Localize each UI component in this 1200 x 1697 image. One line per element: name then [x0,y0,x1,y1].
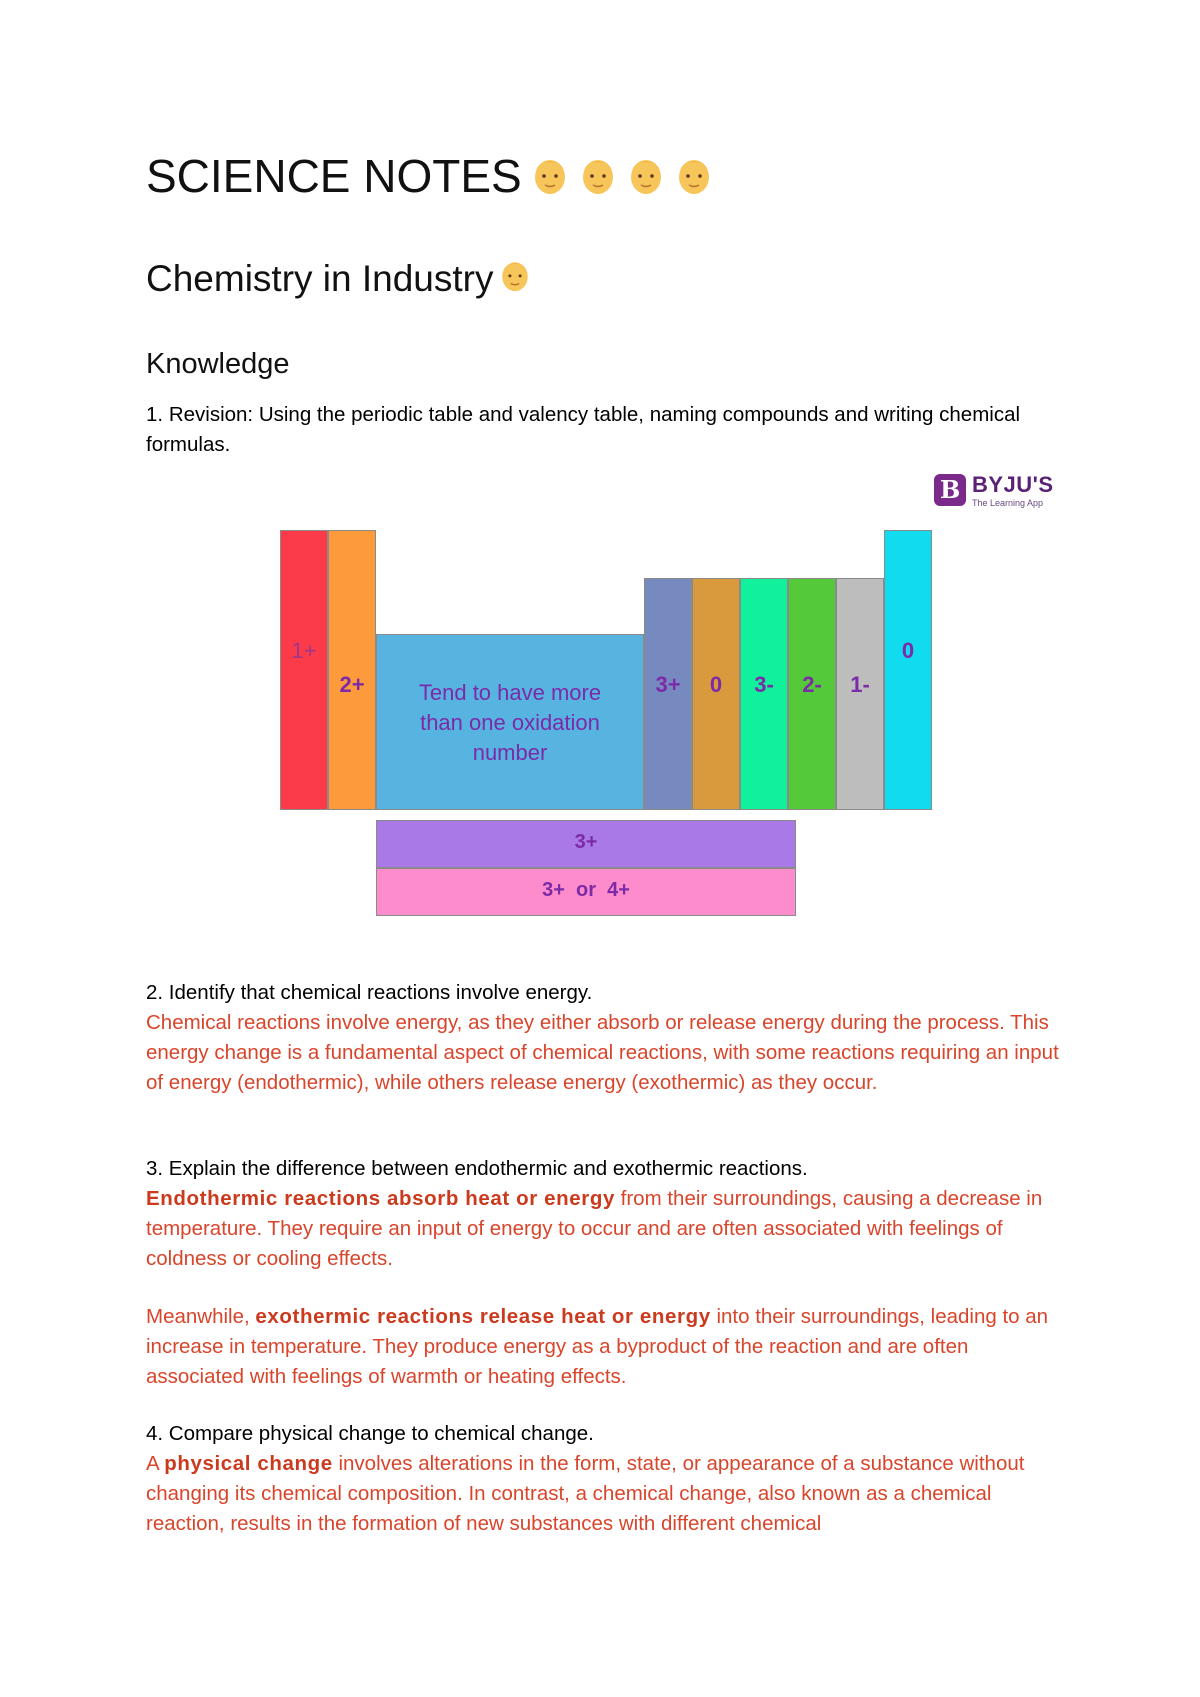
page-title: SCIENCE NOTES [146,148,714,204]
group-valency-label: 2+ [339,672,365,697]
section-heading: Knowledge [146,348,290,380]
group-valency-label: 0 [901,638,915,663]
group-valency-label: 1- [850,672,870,697]
item-heading: Revision: Using the periodic table and valency table, naming compounds and writing chemical formulas. [146,403,1021,456]
question-3 [146,1154,1066,1392]
group-valency-label: 1+ [291,638,317,663]
f-block-label: 3+ or 4+ [542,879,630,901]
logo-brand: BYJU'S [972,472,1054,497]
byjus-mark-icon: B [934,474,966,506]
group-valency-label: 3- [754,672,774,697]
question-4 [146,1419,1066,1539]
group-valency-label: 3+ [655,672,681,697]
group-valency-label: Tend to have more than one oxidation number [418,680,602,765]
answer-emphasis: physical change [164,1452,333,1475]
group-block [884,530,932,810]
group-valency-label: 2- [802,672,822,697]
answer-text: Meanwhile, exothermic reactions release heat or energy into their surroundings, leading to an increase in temperature. They produce energy as a byproduct of the reaction and are often associated with feelings of warmth or heating effects. [146,1305,1049,1388]
answer-text: A physical change involves alterations in the form, state, or appearance of a substance without changing its chemical composition. In contrast, a chemical change, also known as a chemical reaction, results in the formation of new substances with different chemical [146,1452,1025,1535]
answer-text: Endothermic reactions absorb heat or energy from their surroundings, causing a decrease in temperature. They require an input of energy to occur and are often associated with feelings of coldness or cooling effects. [146,1187,1043,1270]
logo-tagline: The Learning App [972,498,1044,508]
group-block [280,530,328,810]
answer-text: Chemical reactions involve energy, as they either absorb or release energy during the process. This energy change is a fundamental aspect of chemical reactions, with some reactions requiring an input of energy (endothermic), while others release energy (exothermic) as they occur. [146,1011,1059,1094]
answer-emphasis: exothermic reactions release heat or energy [255,1305,711,1328]
f-block-label: 3+ [574,831,598,853]
subtitle: Chemistry in Industry [146,256,532,302]
group-block [328,530,376,810]
answer-emphasis: Endothermic reactions absorb heat or energy [146,1187,615,1210]
question-2 [146,978,1066,1098]
question-heading: 4. Compare physical change to chemical change. [146,1422,594,1445]
item-number: 1. [146,403,164,426]
question-heading: 2. Identify that chemical reactions involve energy. [146,981,593,1004]
group-valency-label: 0 [709,672,723,697]
question-heading: 3. Explain the difference between endothermic and exothermic reactions. [146,1157,808,1180]
